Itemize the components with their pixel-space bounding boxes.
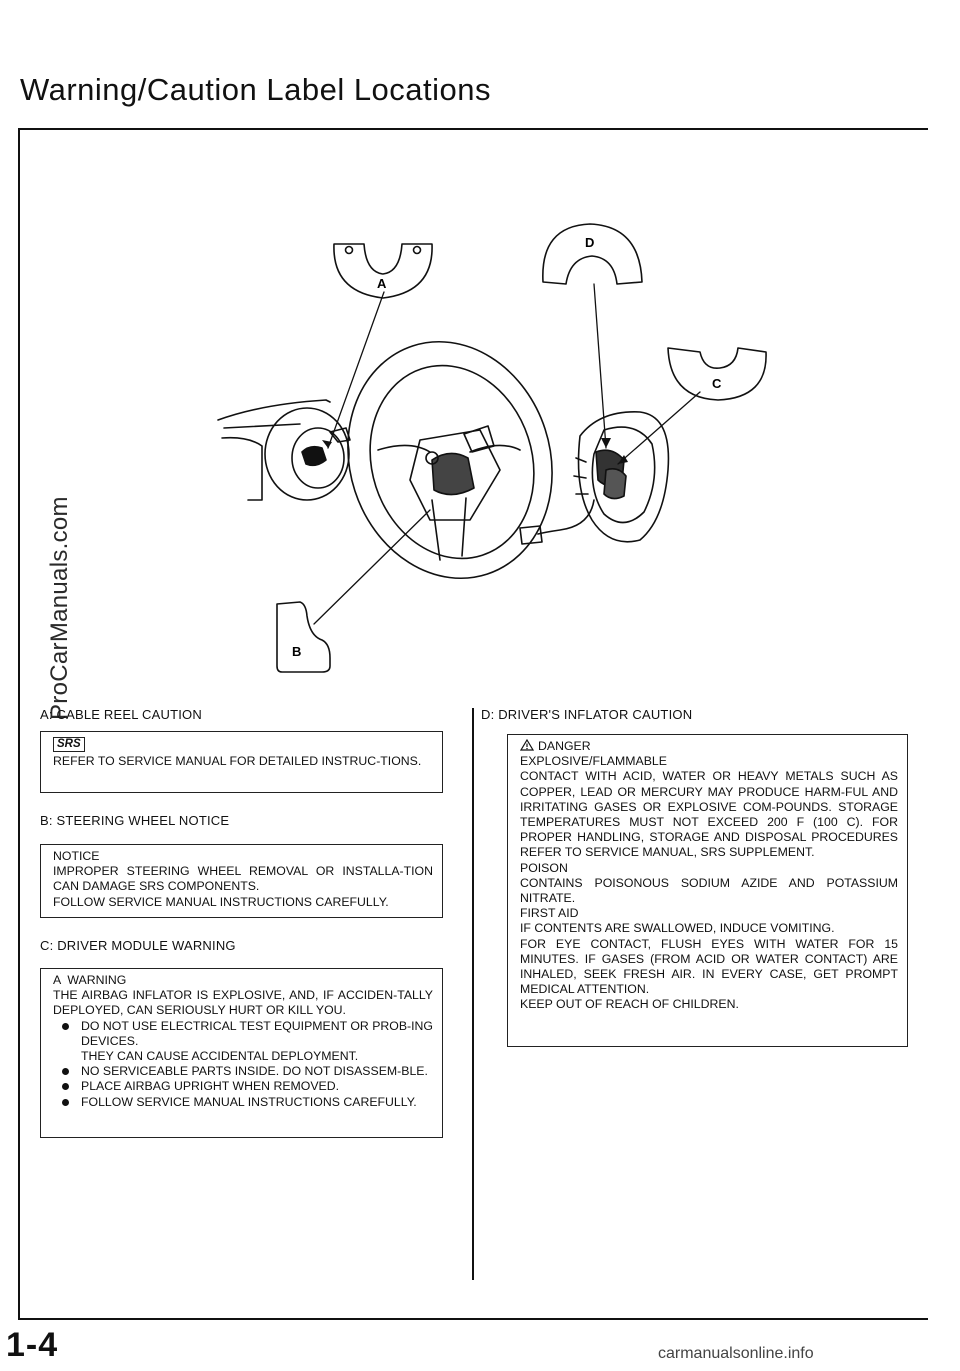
- side-watermark: ProCarManuals.com: [46, 496, 73, 720]
- label-d-line: EXPLOSIVE/FLAMMABLE: [520, 754, 667, 769]
- callout-c: C: [712, 376, 722, 391]
- bullet-dot: [62, 1083, 69, 1090]
- leader-d: [594, 284, 606, 448]
- label-c-bullet: FOLLOW SERVICE MANUAL INSTRUCTIONS CAREFULLY.: [53, 1095, 433, 1110]
- label-c-box: [40, 968, 443, 1138]
- page-title: Warning/Caution Label Locations: [20, 72, 492, 107]
- callout-d: D: [585, 235, 595, 250]
- label-c-caption: C: DRIVER MODULE WARNING: [40, 938, 236, 953]
- label-b-caption: B: STEERING WHEEL NOTICE: [40, 813, 230, 828]
- label-d-line: KEEP OUT OF REACH OF CHILDREN.: [520, 997, 739, 1012]
- label-b-heading: NOTICE: [53, 849, 100, 863]
- label-c-intro: THE AIRBAG INFLATOR IS EXPLOSIVE, AND, IF ACCIDEN-TALLY DEPLOYED, CAN SERIOUSLY HURT OR KILL YOU.: [53, 988, 433, 1018]
- label-a-hole-left: [346, 247, 353, 254]
- label-c-heading: A WARNING: [53, 973, 127, 987]
- label-a-caption: A: CABLE REEL CAUTION: [40, 707, 202, 722]
- bottom-rule: [18, 1318, 928, 1320]
- bullet-dot: [62, 1068, 69, 1075]
- label-a-hole-right: [414, 247, 421, 254]
- label-d-danger: DANGER: [520, 739, 898, 754]
- label-b-shape: [277, 602, 330, 672]
- label-d-line: FOR EYE CONTACT, FLUSH EYES WITH WATER FOR 15 MINUTES. IF GASES (FROM ACID OR WATER CONTACT) ARE INHALED, SEEK FRESH AIR. IN EVERY CASE, GET PROMPT MEDICAL ATTENTION.: [520, 936, 898, 997]
- label-b-text: IMPROPER STEERING WHEEL REMOVAL OR INSTALLA-TION CAN DAMAGE SRS COMPONENTS.: [53, 864, 433, 894]
- label-c-shape: [668, 348, 766, 400]
- label-d-line: IF CONTENTS ARE SWALLOWED, INDUCE VOMITING.: [520, 921, 835, 936]
- label-c-bullet: DO NOT USE ELECTRICAL TEST EQUIPMENT OR PROB-ING DEVICES.: [53, 1019, 433, 1049]
- bullet-dot: [62, 1099, 69, 1106]
- label-d-line: CONTACT WITH ACID, WATER OR HEAVY METALS SUCH AS COPPER, LEAD OR MERCURY MAY PRODUCE HARM-FUL AND IRRITATING GASES OR EXPLOSIVE COM-POUNDS. STORAGE TEMPERATURES MUST NOT EXCEED 200 F (100 C). FOR PROPER HANDLING, STORAGE AND DISPOSAL PROCEDURES REFER TO SERVICE MANUAL, SRS SUPPLEMENT.: [520, 769, 898, 860]
- label-b-instruction: FOLLOW SERVICE MANUAL INSTRUCTIONS CAREFULLY.: [53, 894, 389, 909]
- label-d-line: POISON: [520, 860, 568, 875]
- callout-a: A: [377, 276, 387, 291]
- label-c-bullet-sub: THEY CAN CAUSE ACCIDENTAL DEPLOYMENT.: [81, 1049, 359, 1064]
- label-c-bullet: PLACE AIRBAG UPRIGHT WHEN REMOVED.: [53, 1079, 433, 1094]
- label-d-caption: D: DRIVER'S INFLATOR CAUTION: [481, 707, 693, 722]
- footer-watermark: carmanualsonline.info: [658, 1345, 814, 1362]
- label-d-line: CONTAINS POISONOUS SODIUM AZIDE AND POTASSIUM NITRATE.: [520, 875, 898, 906]
- srs-badge: SRS: [53, 737, 85, 752]
- label-b-box: [40, 844, 443, 918]
- callout-b: B: [292, 644, 302, 659]
- bullet-dot: [62, 1023, 69, 1030]
- label-a-box: [40, 731, 443, 793]
- page-number: 1-4: [6, 1326, 59, 1364]
- label-d-line: FIRST AID: [520, 906, 579, 921]
- column-divider: [472, 708, 474, 1280]
- label-c-bullet: NO SERVICEABLE PARTS INSIDE. DO NOT DISASSEM-BLE.: [53, 1064, 433, 1079]
- label-a-text: REFER TO SERVICE MANUAL FOR DETAILED INSTRUC-TIONS.: [53, 754, 422, 768]
- label-d-box: [507, 734, 908, 1047]
- warning-triangle-icon: [520, 739, 534, 751]
- label-d-shape: [543, 224, 642, 284]
